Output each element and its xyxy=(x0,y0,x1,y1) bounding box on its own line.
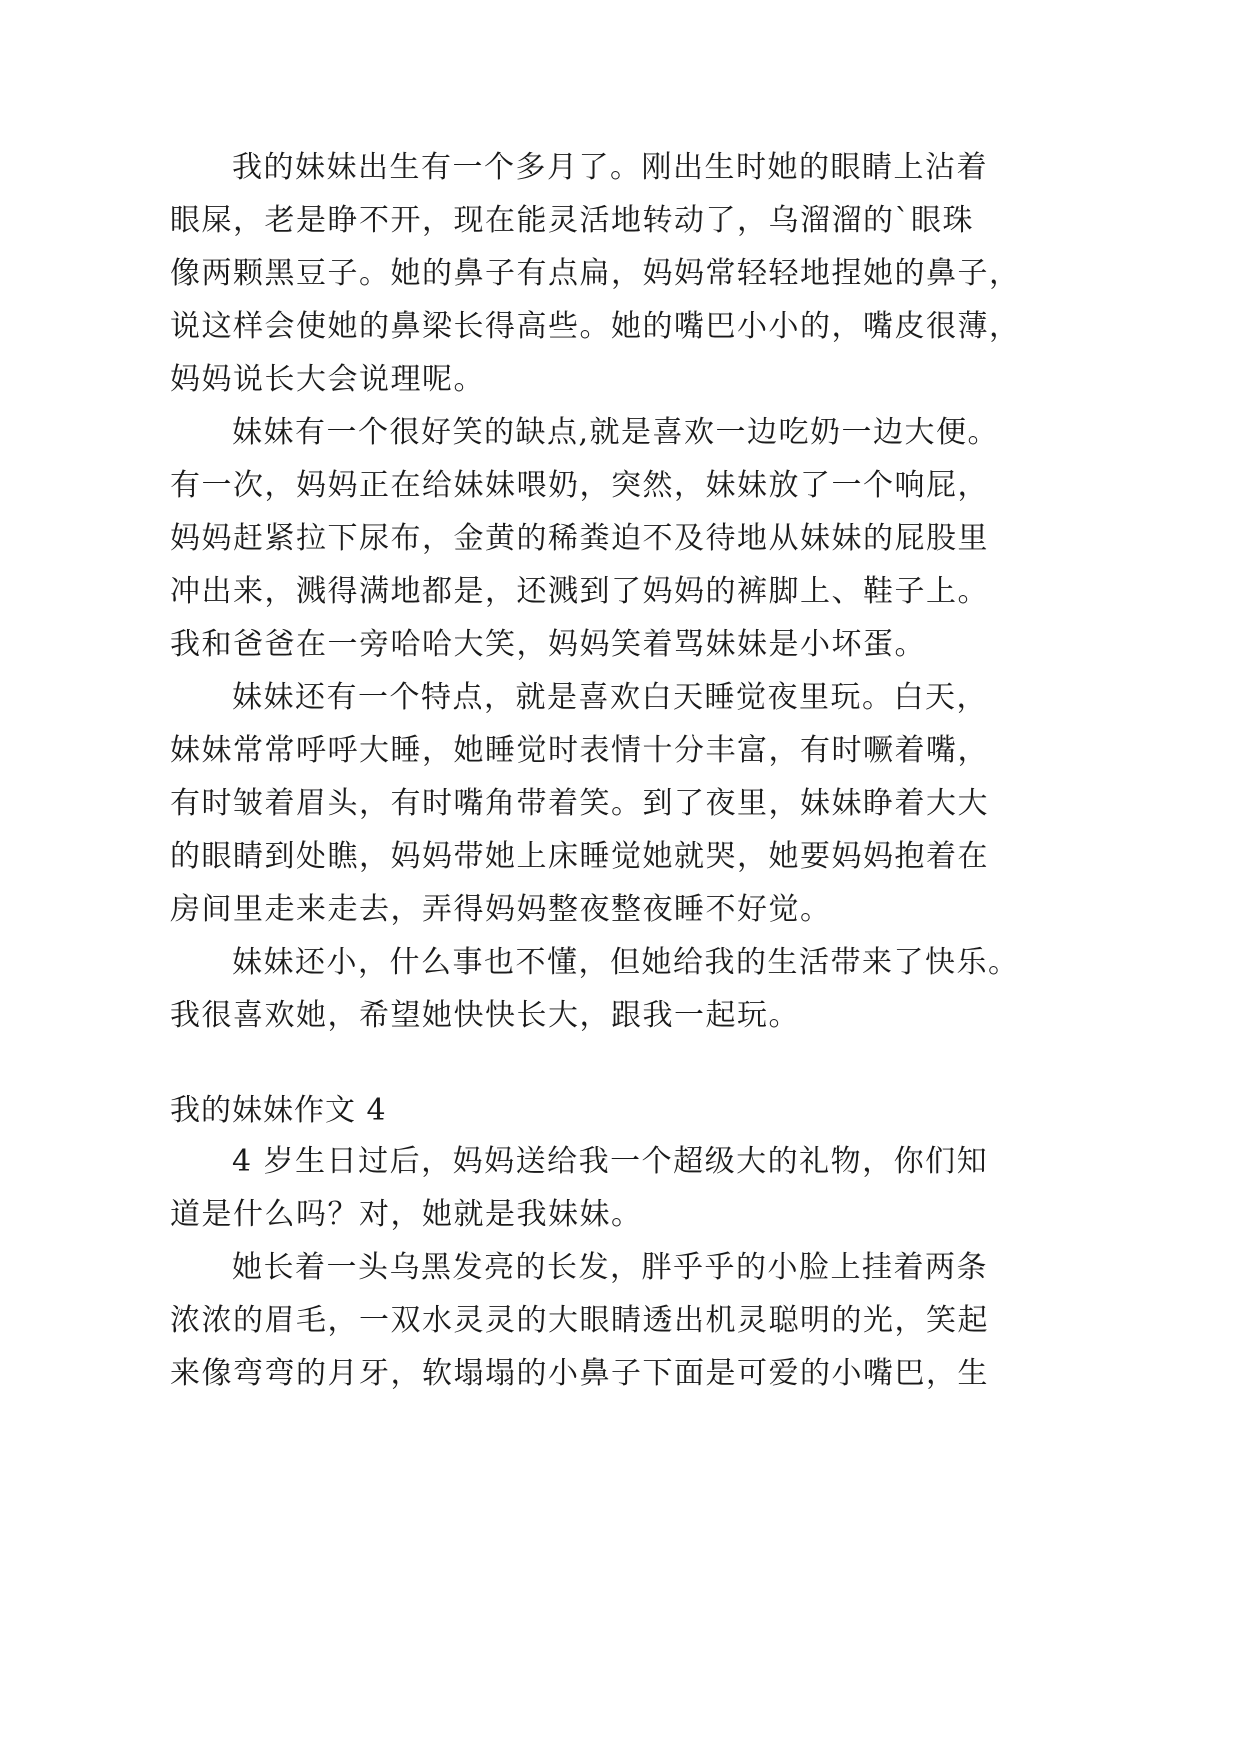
text-line: 妈妈说长大会说理呢。 xyxy=(170,362,485,397)
text-line: 的眼睛到处瞧，妈妈带她上床睡觉她就哭，她要妈妈抱着在 xyxy=(170,839,989,874)
text-line: 像两颗黑豆子。她的鼻子有点扁，妈妈常轻轻地捏她的鼻子， xyxy=(170,256,1021,291)
text-line: 我和爸爸在一旁哈哈大笑，妈妈笑着骂妹妹是小坏蛋。 xyxy=(170,627,926,662)
text-line: 浓浓的眉毛，一双水灵灵的大眼睛透出机灵聪明的光，笑起 xyxy=(170,1303,989,1338)
text-line: 有时皱着眉头，有时嘴角带着笑。到了夜里，妹妹睁着大大 xyxy=(170,786,989,821)
text-line: 说这样会使她的鼻梁长得高些。她的嘴巴小小的，嘴皮很薄， xyxy=(170,309,1021,344)
text-line: 有一次，妈妈正在给妹妹喂奶，突然，妹妹放了一个响屁， xyxy=(170,468,989,503)
text-line: 道是什么吗？对，她就是我妹妹。 xyxy=(170,1197,643,1232)
text-line: 眼屎，老是睁不开，现在能灵活地转动了，乌溜溜的`眼珠 xyxy=(170,203,974,238)
text-line: 妈妈赶紧拉下尿布，金黄的稀粪迫不及待地从妹妹的屁股里 xyxy=(170,521,989,556)
text-line: 来像弯弯的月牙，软塌塌的小鼻子下面是可爱的小嘴巴，生 xyxy=(170,1356,989,1391)
text-line: 房间里走来走去，弄得妈妈整夜整夜睡不好觉。 xyxy=(170,892,832,927)
text-line: 妹妹常常呼呼大睡，她睡觉时表情十分丰富，有时噘着嘴， xyxy=(170,733,989,768)
text-line: 我很喜欢她，希望她快快长大，跟我一起玩。 xyxy=(170,998,800,1033)
text-line: 妹妹还小，什么事也不懂，但她给我的生活带来了快乐。 xyxy=(232,945,1020,980)
text-line: 她长着一头乌黑发亮的长发，胖乎乎的小脸上挂着两条 xyxy=(232,1250,988,1285)
text-line: 妹妹有一个很好笑的缺点,就是喜欢一边吃奶一边大便。 xyxy=(232,415,1000,450)
text-line: 妹妹还有一个特点，就是喜欢白天睡觉夜里玩。白天， xyxy=(232,680,988,715)
text-line: 4 岁生日过后，妈妈送给我一个超级大的礼物，你们知 xyxy=(232,1144,989,1179)
text-line: 冲出来，溅得满地都是，还溅到了妈妈的裤脚上、鞋子上。 xyxy=(170,574,989,609)
section-heading: 我的妹妹作文 4 xyxy=(170,1093,387,1128)
text-line: 我的妹妹出生有一个多月了。刚出生时她的眼睛上沾着 xyxy=(232,150,988,185)
